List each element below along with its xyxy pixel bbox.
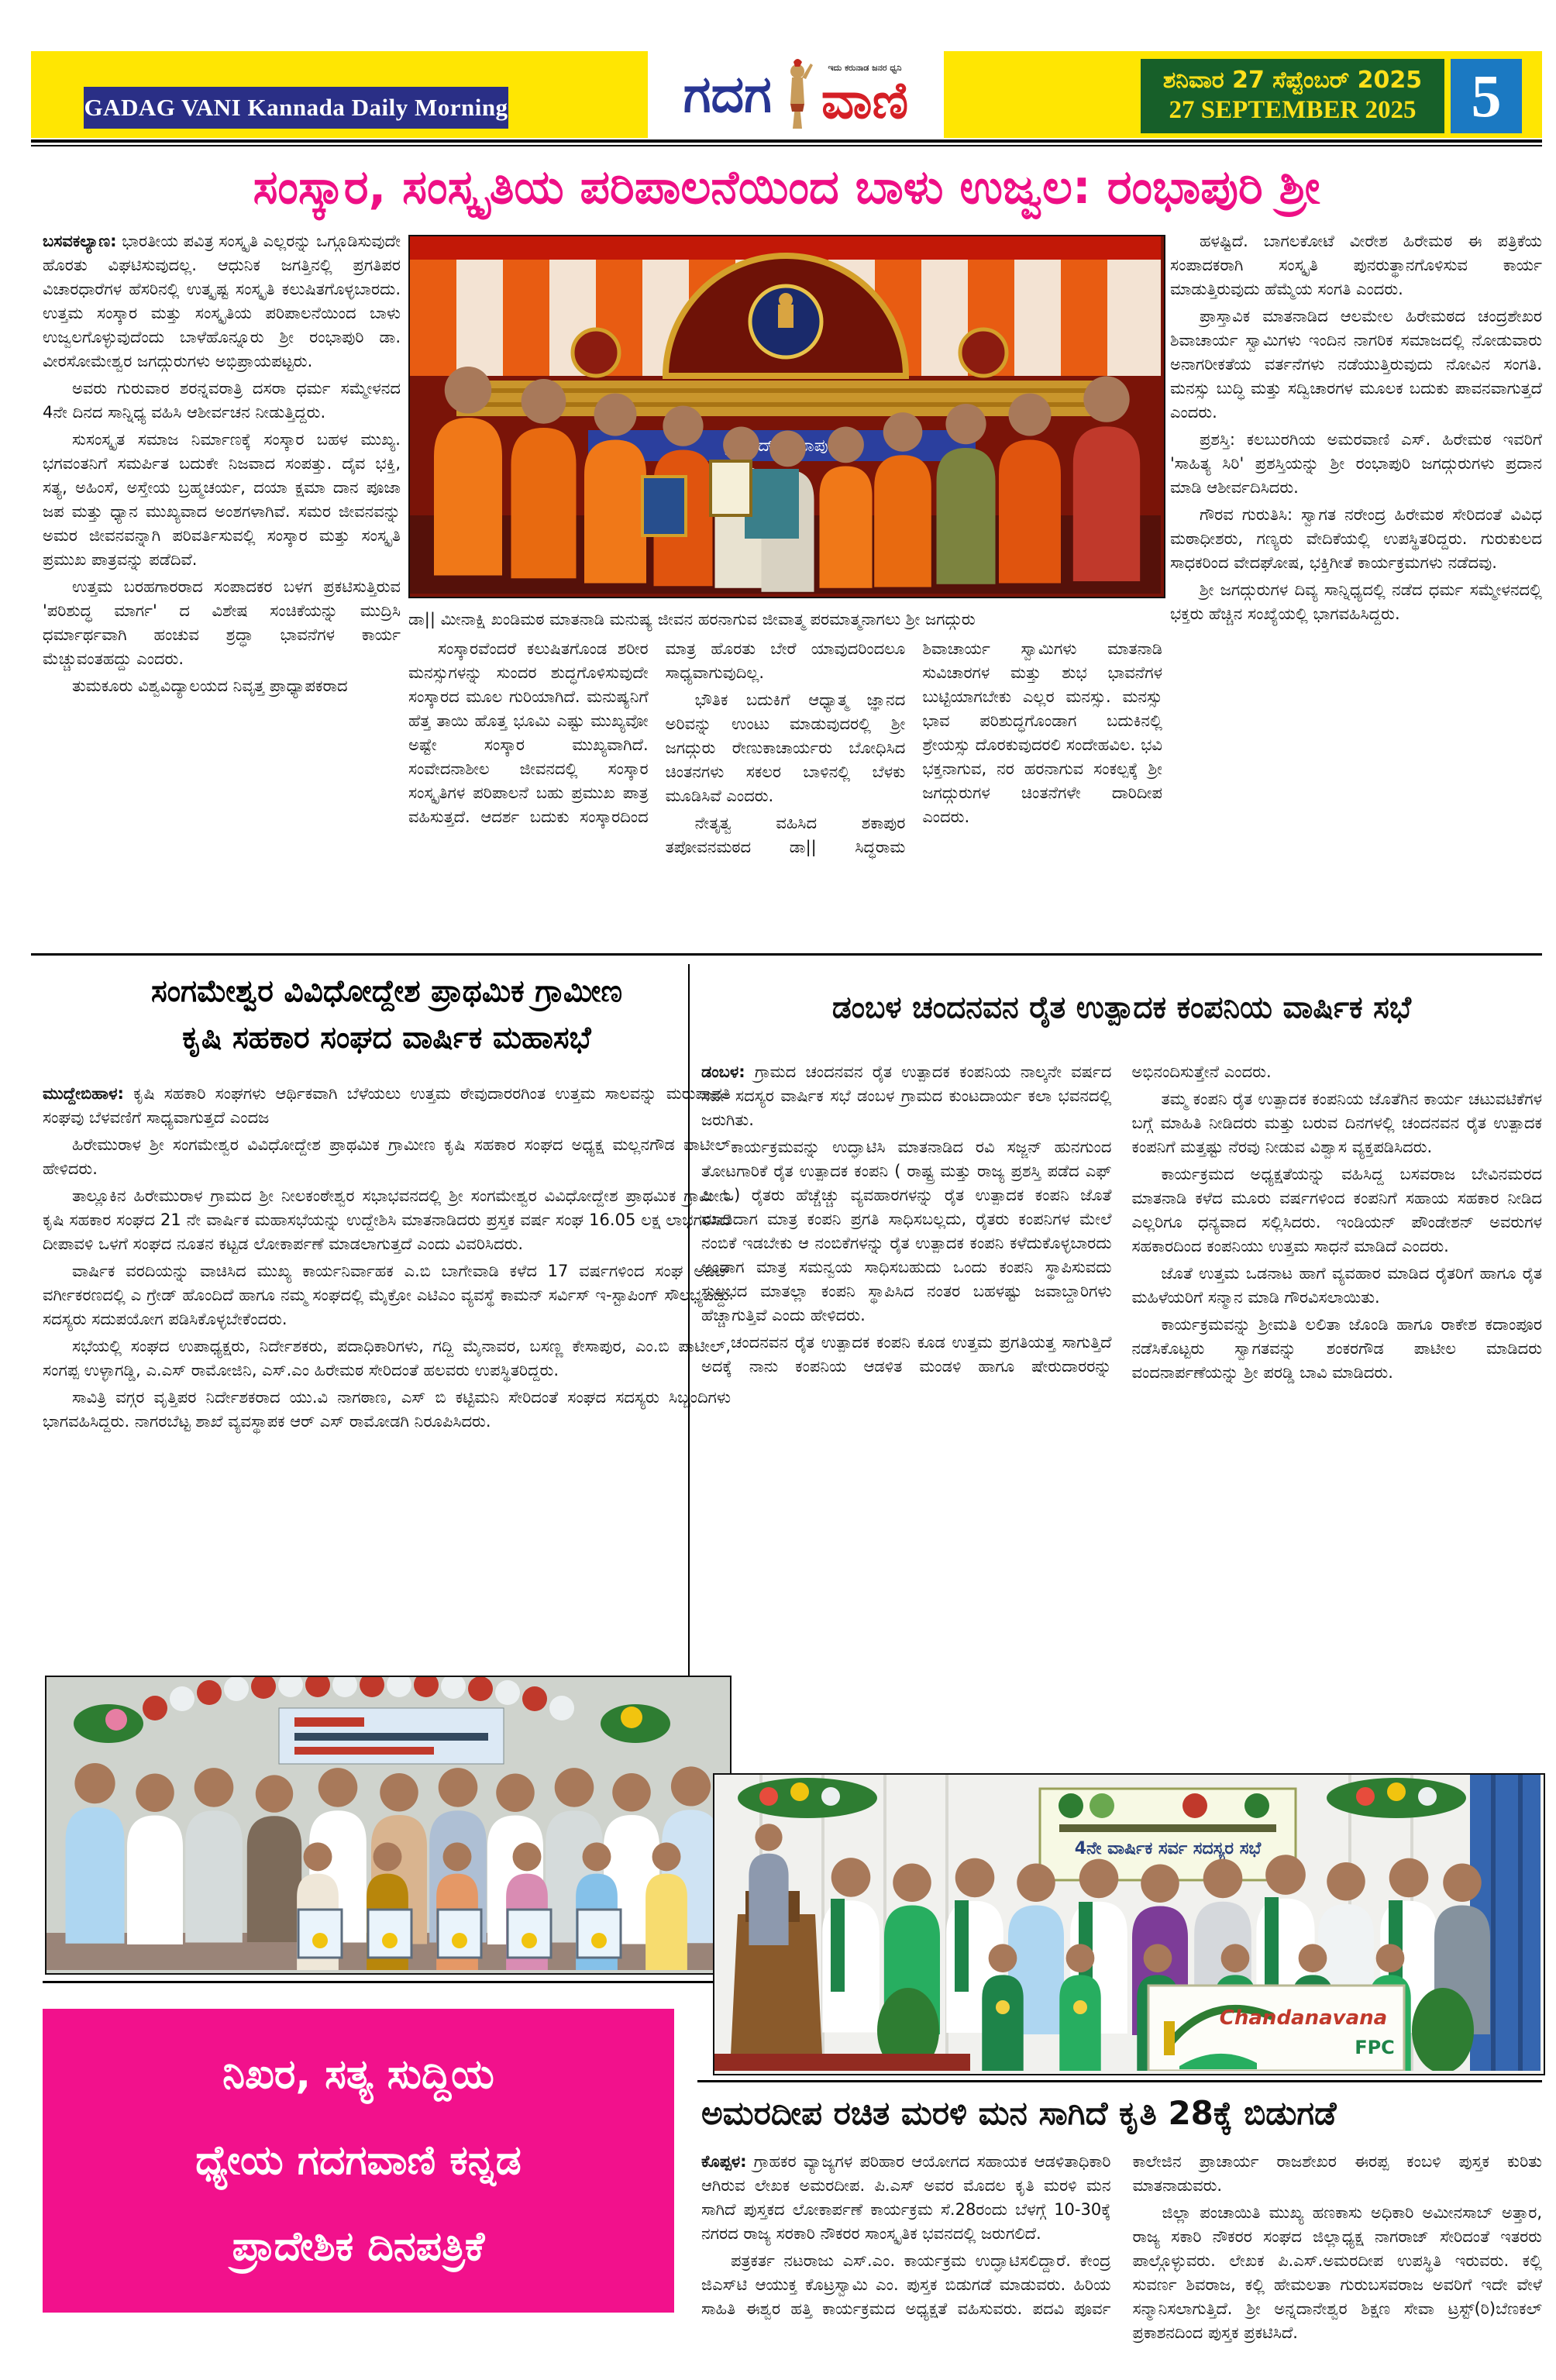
book-article-top-rule (697, 2080, 1542, 2082)
fpc-banner-fpc-text: FPC (1355, 2037, 1395, 2058)
lead-dateline: ಬಸವಕಲ್ಯಾಣ: (43, 232, 117, 250)
promo-line-2: ಧ್ಯೇಯ ಗದಗವಾಣಿ ಕನ್ನಡ (195, 2137, 522, 2184)
book-article-body (701, 2150, 1542, 2370)
lead-column-left-paragraphs: ಅವರು ಗುರುವಾರ ಶರನ್ನವರಾತ್ರಿ ದಸರಾ ಧರ್ಮ ಸಮ್ಮೇಳನದ 4ನೇ ದಿನದ ಸಾನ್ನಿಧ್ಯ ವಹಿಸಿ ಆಶೀರ್ವಚನ ನೀಡುತ್ತಿದ್ದರು. ಸುಸಂಸ್ಕೃತ ಸಮಾಜ ನಿರ್ಮಾಣಕ್ಕೆ ಸಂಸ್ಕಾರ ಬಹಳ ಮುಖ್ಯ. ಭಗವಂತನಿಗೆ ಸಮರ್ಪಿತ ಬದುಕೇ ನಿಜವಾದ ಸಂಪತ್ತು. ದೈವ ಭಕ್ತಿ, ಸತ್ಯ, ಅಹಿಂಸೆ, ಅಸ್ತೇಯ ಬ್ರಹ್ಮಚರ್ಯ, ದಯಾ ಕ್ಷಮಾ ದಾನ ಪೂಜಾ ಜಪ ಮತ್ತು ಧ್ಯಾನ ಮುಖ್ಯವಾದ ಅಂಶಗಳಾಗಿವೆ. ಸಮರ ಜೀವನವನ್ನು ಅಮರ ಜೀವನವನ್ನಾಗಿ ಪರಿವರ್ತಿಸುವಲ್ಲಿ ಸಂಸ್ಕಾರ ಮತ್ತು ಸಂಸ್ಕೃತಿ ಪ್ರಮುಖ ಪಾತ್ರವನ್ನು ಪಡೆದಿವೆ. ಉತ್ತಮ ಬರಹಗಾರರಾದ ಸಂಪಾದಕರ ಬಳಗ ಪ್ರಕಟಿಸುತ್ತಿರುವ 'ಪರಿಶುದ್ಧ ಮಾರ್ಗ' ದ ವಿಶೇಷ ಸಂಚಿಕೆಯನ್ನು ಮುದ್ರಿಸಿ ಧರ್ಮಾರ್ಥವಾಗಿ ಹಂಚುವ ಶ್ರದ್ಧಾ ಭಾವನೆಗಳ ಕಾರ್ಯ ಮೆಚ್ಚುವಂತಹದ್ದು ಎಂದರು. ತುಮಕೂರು ವಿಶ್ವವಿದ್ಯಾಲಯದ ನಿವೃತ್ತ ಪ್ರಾಧ್ಯಾಪಕರಾದ (43, 379, 401, 695)
masthead-strap-box (84, 87, 508, 129)
section-divider-horizontal (31, 953, 1542, 956)
header-rule (31, 139, 1542, 146)
book-body-paragraphs: ಪತ್ರಕರ್ತ ನಟರಾಜು ಎಸ್.ಎಂ. ಕಾರ್ಯಕ್ರಮ ಉದ್ಘಾಟಿಸಲಿದ್ದಾರೆ. ಕೇಂದ್ರ ಜಿಎಸ್‌ಟಿ ಆಯುಕ್ತ ಕೊಟ್ರಸ್ವಾಮಿ ಎಂ. ಪುಸ್ತಕ ಬಿಡುಗಡೆ ಮಾಡುವರು. ಹಿರಿಯ ಸಾಹಿತಿ ಈಶ್ವರ ಹತ್ತಿ ಕಾರ್ಯಕ್ರಮದ ಅಧ್ಯಕ್ಷತೆ ವಹಿಸುವರು. ಪದವಿ ಪೂರ್ವ ಕಾಲೇಜಿನ ಪ್ರಾಚಾರ್ಯ ರಾಜಶೇಖರ ಈರಪ್ಪ ಕಂಬಳಿ ಪುಸ್ತಕ ಕುರಿತು ಮಾತನಾಡುವರು. ಜಿಲ್ಲಾ ಪಂಚಾಯಿತಿ ಮುಖ್ಯ ಹಣಕಾಸು ಅಧಿಕಾರಿ ಅಮೀನಸಾಬ್ ಅತ್ತಾರ, ರಾಜ್ಯ ಸಕಾರಿ ನೌಕರರ ಸಂಘದ ಜಿಲ್ಲಾಧ್ಯಕ್ಷ ನಾಗರಾಜ್ ಸೇರಿದಂತೆ ಇತರರು ಪಾಲ್ಗೊಳ್ಳುವರು. ಲೇಖಕ ಪಿ.ಎಸ್.ಅಮರದೀಪ ಉಪಸ್ಥಿತಿ ಇರುವರು. ಕಲ್ಲಿ ಸುವರ್ಣ ಶಿವರಾಜ, ಕಲ್ಲಿ ಹೇಮಲತಾ ಗುರುಬಸವರಾಜ ಅವರಿಗೆ ಇದೇ ವೇಳೆ ಸನ್ಮಾನಿಸಲಾಗುತ್ತಿದೆ. ಶ್ರೀ ಅನ್ನದಾನೇಶ್ವರ ಶಿಕ್ಷಣ ಸೇವಾ ಟ್ರಸ್ಟ್(ರಿ)ಬೆಣಕಲ್ ಪ್ರಕಾಶನದಿಂದ ಪುಸ್ತಕ ಪ್ರಕಟಿಸಿದೆ. (701, 2152, 1542, 2342)
lead-headline: ಸಂಸ್ಕಾರ, ಸಂಸ್ಕೃತಿಯ ಪರಿಪಾಲನೆಯಿಂದ ಬಾಳು ಉಜ್ವಲ: ರಂಭಾಪುರಿ ಶ್ರೀ (253, 160, 1320, 215)
fpc-dateline: ಡಂಬಳ: (701, 1063, 745, 1081)
promo-box (43, 2009, 674, 2313)
fpc-first-paragraph: ಗ್ರಾಮದ ಚಂದನವನ ರೈತ ಉತ್ಪಾದಕ ಕಂಪನಿಯ ನಾಲ್ಕನೇ ವರ್ಷದ ಸರ್ವ ಸದಸ್ಯರ ವಾರ್ಷಿಕ ಸಭೆ ಡಂಬಳ ಗ್ರಾಮದ ಕುಂಟದಾರ್ಯ ಕಲಾ ಭವನದಲ್ಲಿ ಜರುಗಿತು. (701, 1063, 1112, 1129)
fpc-photo (713, 1773, 1545, 2075)
coop-body-paragraphs: ಹಿರೇಮುರಾಳ ಶ್ರೀ ಸಂಗಮೇಶ್ವರ ವಿವಿಧೋದ್ದೇಶ ಪ್ರಾಥಮಿಕ ಗ್ರಾಮೀಣ ಕೃಷಿ ಸಹಕಾರ ಸಂಘದ ಅಧ್ಯಕ್ಷ ಮಲ್ಲನಗೌಡ ಪಾಟೀಲ್ ಹೇಳಿದರು. ತಾಲ್ಲೂಕಿನ ಹಿರೇಮುರಾಳ ಗ್ರಾಮದ ಶ್ರೀ ನೀಲಕಂಠೇಶ್ವರ ಸಭಾಭವನದಲ್ಲಿ ಶ್ರೀ ಸಂಗಮೇಶ್ವರ ವಿವಿಧೋದ್ದೇಶ ಪ್ರಾಥಮಿಕ ಗ್ರಾಮೀಣ ಕೃಷಿ ಸಹಕಾರ ಸಂಘದ 21 ನೇ ವಾರ್ಷಿಕ ಮಹಾಸಭೆಯನ್ನು ಉದ್ದೇಶಿಸಿ ಮಾತನಾಡಿದರು ಪ್ರಸ್ತಕ ವರ್ಷ ಸಂಘ 16.05 ಲಕ್ಷ ಲಾಭಗಳಿಸಿದೆ ದೀಪಾವಳಿ ಒಳಗೆ ಸಂಘದ ನೂತನ ಕಟ್ಟಡ ಲೋಕಾರ್ಪಣೆ ಮಾಡಲಾಗುತ್ತದೆ ಎಂದು ವಿವರಿಸಿದರು. ವಾರ್ಷಿಕ ವರದಿಯನ್ನು ವಾಚಿಸಿದ ಮುಖ್ಯ ಕಾರ್ಯನಿರ್ವಾಹಕ ಎ.ಬಿ ಬಾಗೇವಾಡಿ ಕಳೆದ 17 ವರ್ಷಗಳಿಂದ ಸಂಘ ಅಡಿಟ್ ವರ್ಗೀಕರಣದಲ್ಲಿ ಎ ಗ್ರೇಡ್ ಹೊಂದಿದೆ ಹಾಗೂ ನಮ್ಮ ಸಂಘದಲ್ಲಿ ಮೈಕ್ರೋ ಎಟಿಎಂ ವ್ಯವಸ್ಥೆ ಕಾಮನ್ ಸರ್ವಿಸ್ ಇ-ಸ್ಟಾಪಿಂಗ್ ಸೌಲಭ್ಯವಿದ್ದು ಸದಸ್ಯರು ಸದುಪಯೋಗ ಪಡಿಸಿಕೊಳ್ಳಬೇಕೆಂದರು. ಸಭೆಯಲ್ಲಿ ಸಂಘದ ಉಪಾಧ್ಯಕ್ಷರು, ನಿರ್ದೇಶಕರು, ಪದಾಧಿಕಾರಿಗಳು, ಗದ್ದಿ ಮೈನಾವರ, ಬಸಣ್ಣ ಕೇಸಾಪುರ, ಎಂ.ಬಿ ಪಾಟೀಲ್, ಸಂಗಪ್ಪ ಉಳ್ಳಾಗಡ್ಡಿ, ಎ.ಎಸ್ ರಾಮೋಜಿನಿ, ಎಸ್.ಎಂ ಹಿರೇಮಠ ಸೇರಿದಂತೆ ಹಲವರು ಉಪಸ್ಥಿತರಿದ್ದರು. ಸಾವಿತ್ರಿ ವಗ್ಗರ ವೃತ್ತಿಪರ ನಿರ್ದೇಶಕರಾದ ಯು.ವಿ ನಾಗಠಾಣ, ಎಸ್ ಬಿ ಕಟ್ಟಿಮನಿ ಸೇರಿದಂತೆ ಸಂಘದ ಸದಸ್ಯರು ಸಿಬ್ಬಂದಿಗಳು ಭಾಗವಹಿಸಿದ್ದರು. ನಾಗರಬೆಟ್ಟ ಶಾಖೆ ವ್ಯವಸ್ಥಾಪಕ ಆರ್ ಎಸ್ ರಾಮೋಡಗಿ ನಿರೂಪಿಸಿದರು. (43, 1135, 731, 1431)
masthead-strap-text: GADAG VANI Kannada Daily Morning (84, 94, 508, 121)
coop-article-headline (43, 969, 731, 1077)
coop-dateline: ಮುದ್ದೇಬಿಹಾಳ: (43, 1084, 124, 1103)
lead-first-paragraph: ಭಾರತೀಯ ಪವಿತ್ರ ಸಂಸ್ಕೃತಿ ಎಲ್ಲರನ್ನು ಒಗ್ಗೂಡಿಸುವುದೇ ಹೊರತು ವಿಘಟಿಸುವುದಲ್ಲ. ಆಧುನಿಕ ಜಗತ್ತಿನಲ್ಲಿ ಪ್ರಗತಿಪರ ವಿಚಾರಧಾರೆಗಳ ಹೆಸರಿನಲ್ಲಿ ಉತ್ಕೃಷ್ಟ ಸಂಸ್ಕೃತಿ ಕಲುಷಿತಗೊಳ್ಳಬಾರದು. ಉತ್ತಮ ಸಂಸ್ಕಾರ ಮತ್ತು ಸಂಸ್ಕೃತಿಯ ಪರಿಪಾಲನೆಯಿಂದ ಬಾಳು ಉಜ್ವಲಗೊಳ್ಳುವುದೆಂದು ಬಾಳೆಹೊನ್ನೂರು ಶ್ರೀ ರಂಭಾಪುರಿ ಡಾ. ವೀರಸೋಮೇಶ್ವರ ಜಗದ್ಗುರುಗಳು ಅಭಿಪ್ರಾಯಪಟ್ಟರು. (43, 232, 401, 370)
lead-columns-middle-paragraphs: ಸಂಸ್ಕಾರವೆಂದರೆ ಕಲುಷಿತಗೊಂಡ ಶರೀರ ಮನಸ್ಸುಗಳನ್ನು ಸುಂದರ ಶುದ್ಧಗೊಳಿಸುವುದೇ ಸಂಸ್ಕಾರದ ಮೂಲ ಗುರಿಯಾಗಿದೆ. ಮನುಷ್ಯನಿಗೆ ಹೆತ್ತ ತಾಯಿ ಹೊತ್ತ ಭೂಮಿ ಎಷ್ಟು ಮುಖ್ಯವೋ ಅಷ್ಟೇ ಸಂಸ್ಕಾರ ಮುಖ್ಯವಾಗಿದೆ. ಸಂವೇದನಾಶೀಲ ಜೀವನದಲ್ಲಿ ಸಂಸ್ಕಾರ ಸಂಸ್ಕೃತಿಗಳ ಪರಿಪಾಲನೆ ಬಹು ಪ್ರಮುಖ ಪಾತ್ರ ವಹಿಸುತ್ತದೆ. ಆದರ್ಶ ಬದುಕು ಸಂಸ್ಕಾರದಿಂದ ಮಾತ್ರ ಹೊರತು ಬೇರೆ ಯಾವುದರಿಂದಲೂ ಸಾಧ್ಯವಾಗುವುದಿಲ್ಲ. ಭೌತಿಕ ಬದುಕಿಗೆ ಆಧ್ಯಾತ್ಮ ಜ್ಞಾನದ ಅರಿವನ್ನು ಉಂಟು ಮಾಡುವುದರಲ್ಲಿ ಶ್ರೀ ಜಗದ್ಗುರು ರೇಣುಕಾಚಾರ್ಯರು ಬೋಧಿಸಿದ ಚಿಂತನಗಳು ಸಕಲರ ಬಾಳಿನಲ್ಲಿ ಬೆಳಕು ಮೂಡಿಸಿವೆ ಎಂದರು. ನೇತೃತ್ವ ವಹಿಸಿದ ಶಕಾಪುರ ತಪೋವನಮಠದ ಡಾ|| ಸಿದ್ಧರಾಮ ಶಿವಾಚಾರ್ಯ ಸ್ವಾಮಿಗಳು ಮಾತನಾಡಿ ಸುವಿಚಾರಗಳ ಮತ್ತು ಶುಭ ಭಾವನೆಗಳ ಬುಟ್ಟಿಯಾಗಬೇಕು ಎಲ್ಲರ ಮನಸ್ಸು. ಮನಸ್ಸು ಭಾವ ಪರಿಶುದ್ಧಗೊಂಡಾಗ ಬದುಕಿನಲ್ಲಿ ಶ್ರೇಯಸ್ಸು ದೊರಕುವುದರಲಿ ಸಂದೇಹವಿಲ. ಭವಿ ಭಕ್ತನಾಗುವ, ನರ ಹರನಾಗುವ ಸಂಕಲ್ಪಕ್ಕೆ ಶ್ರೀ ಜಗದ್ಗುರುಗಳ ಚಿಂತನೆಗಳೇ ದಾರಿದೀಪ ಎಂದರು. (408, 639, 1162, 856)
fpc-photo-illustration (714, 1775, 1541, 2071)
main-photo-banner-text: ರಂಭಾಪುರಿ (780, 436, 838, 456)
date-kannada: ಶನಿವಾರ 27 ಸೆಪ್ಟೆಂಬರ್ 2025 (1162, 67, 1423, 95)
logo-statue-icon (776, 57, 817, 132)
main-photo-illustration (410, 236, 1161, 594)
fpc-article-body (701, 1060, 1542, 1767)
page-number-box (1451, 59, 1522, 133)
lead-article-columns-middle (408, 637, 1162, 944)
coop-first-paragraph: ಕೃಷಿ ಸಹಕಾರಿ ಸಂಘಗಳು ಆರ್ಥಿಕವಾಗಿ ಬೆಳೆಯಲು ಉತ್ತಮ ಠೇವುದಾರರಗಿಂತ ಉತ್ತಮ ಸಾಲವನ್ನು ಮರುಪಾವತಿ ಸಂಘವು ಬೆಳವಣಿಗೆ ಸಾಧ್ಯವಾಗುತ್ತದೆ ಎಂದಜ (43, 1084, 731, 1127)
lead-article-column-left (43, 229, 401, 944)
masthead-logo (648, 51, 944, 138)
date-box (1141, 59, 1444, 133)
coop-photo (45, 1676, 732, 1975)
date-english: 27 SEPTEMBER 2025 (1169, 95, 1417, 124)
fpc-banner-brand-text: Chandanavana (1219, 2006, 1388, 2030)
lead-article-column-right (1170, 229, 1542, 944)
book-dateline: ಕೊಪ್ಪಳ: (701, 2152, 747, 2171)
coop-headline-line1: ಸಂಗಮೇಶ್ವರ ವಿವಿಧೋದ್ದೇಶ ಪ್ರಾಥಮಿಕ ಗ್ರಾಮೀಣ (150, 974, 623, 1009)
logo-text-vani: ವಾಣಿ (821, 71, 909, 130)
main-photo (408, 235, 1165, 598)
lead-column-right-paragraphs: ಹಳಷ್ಟಿದೆ. ಬಾಗಲಕೋಟೆ ವೀರೇಶ ಹಿರೇಮಠ ಈ ಪತ್ರಿಕೆಯ ಸಂಪಾದಕರಾಗಿ ಸಂಸ್ಕೃತಿ ಪುನರುತ್ಥಾನಗೊಳಿಸುವ ಕಾರ್ಯ ಮಾಡುತ್ತಿರುವುದು ಹೆಮ್ಮೆಯ ಸಂಗತಿ ಎಂದರು. ಪ್ರಾಸ್ತಾವಿಕ ಮಾತನಾಡಿದ ಆಲಮೇಲ ಹಿರೇಮಠದ ಚಂದ್ರಶೇಖರ ಶಿವಾಚಾರ್ಯ ಸ್ವಾಮಿಗಳು ಇಂದಿನ ನಾಗರಿಕ ಸಮಾಜದಲ್ಲಿ ನೋಡುವಾರು ಅನಾಗರೀಕತೆಯ ವರ್ತನೆಗಳು ನಡೆಯುತ್ತಿರುವುದು ನೋವಿನ ಸಂಗತಿ. ಮನಸ್ಸು ಬುದ್ಧಿ ಮತ್ತು ಸದ್ವಿಚಾರಗಳ ಮೂಲಕ ಬದುಕು ಪಾವನವಾಗುತ್ತದೆ ಎಂದರು. ಪ್ರಶಸ್ತಿ: ಕಲಬುರಗಿಯ ಅಮರವಾಣಿ ಎಸ್. ಹಿರೇಮಠ ಇವರಿಗೆ 'ಸಾಹಿತ್ಯ ಸಿರಿ' ಪ್ರಶಸ್ತಿಯನ್ನು ಶ್ರೀ ರಂಭಾಪುರಿ ಜಗದ್ಗುರುಗಳು ಪ್ರದಾನ ಮಾಡಿ ಆಶೀರ್ವದಿಸಿದರು. ಗೌರವ ಗುರುತಿಸಿ: ಸ್ವಾಗತ ನರೇಂದ್ರ ಹಿರೇಮಠ ಸೇರಿದಂತೆ ವಿವಿಧ ಮಠಾಧೀಶರು, ಗಣ್ಯರು ವೇದಿಕೆಯಲ್ಲಿ ಉಪಸ್ಥಿತರಿದ್ದರು. ಗುರುಕುಲದ ಸಾಧಕರಿಂದ ವೇದಘೋಷ, ಭಕ್ತಿಗೀತೆ ಕಾರ್ಯಕ್ರಮಗಳು ನಡೆದವು. ಶ್ರೀ ಜಗದ್ಗುರುಗಳ ದಿವ್ಯ ಸಾನ್ನಿಧ್ಯದಲ್ಲಿ ನಡೆದ ಧರ್ಮ ಸಮ್ಮೇಳನದಲ್ಲಿ ಭಕ್ತರು ಹೆಚ್ಚಿನ ಸಂಖ್ಯೆಯಲ್ಲಿ ಭಾಗವಹಿಸಿದ್ದರು. (1170, 232, 1542, 623)
fpc-article-headline: ಡಂಬಳ ಚಂದನವನ ರೈತ ಉತ್ಪಾದಕ ಕಂಪನಿಯ ವಾರ್ಷಿಕ ಸಭೆ (831, 990, 1412, 1025)
fpc-photo-top-banner-text: 4ನೇ ವಾರ್ಷಿಕ ಸರ್ವ ಸದಸ್ಯರ ಸಭೆ (1074, 1839, 1262, 1858)
page-number: 5 (1471, 62, 1502, 129)
promo-line-3: ಪ್ರಾದೇಶಿಕ ದಿನಪತ್ರಿಕೆ (232, 2223, 485, 2270)
photo-lead-line: ಡಾ|| ಮೀನಾಕ್ಷಿ ಖಂಡಿಮಠ ಮಾತನಾಡಿ ಮನುಷ್ಯ ಜೀವನ ಹರನಾಗುವ ಜೀವಾತ್ಮ ಪರಮಾತ್ಮನಾಗಲು ಶ್ರೀ ಜಗದ್ಗುರು (408, 610, 976, 629)
promo-top-rule (43, 1981, 728, 1983)
coop-photo-illustration (46, 1677, 727, 1970)
promo-line-1: ನಿಖರ, ಸತ್ಯ ಸುದ್ದಿಯ (222, 2051, 494, 2098)
book-article-headline: ಅಮರದೀಪ ರಚಿತ ಮರಳಿ ಮನ ಸಾಗಿದೆ ಕೃತಿ 28ಕ್ಕೆ ಬಿಡುಗಡೆ (701, 2094, 1337, 2132)
book-first-paragraph: ಗ್ರಾಹಕರ ವ್ಯಾಜ್ಯಗಳ ಪರಿಹಾರ ಆಯೋಗದ ಸಹಾಯಕ ಆಡಳಿತಾಧಿಕಾರಿ ಆಗಿರುವ ಲೇಖಕ ಅಮರದೀಪ. ಪಿ.ಎಸ್ ಅವರ ಮೊದಲ ಕೃತಿ ಮರಳಿ ಮನ ಸಾಗಿದೆ ಪುಸ್ತಕದ ಲೋಕಾರ್ಪಣೆ ಕಾರ್ಯಕ್ರಮ ಸೆ.28ರಂದು ಬೆಳಗ್ಗೆ 10-30ಕ್ಕೆ ನಗರದ ರಾಜ್ಯ ಸರಕಾರಿ ನೌಕರರ ಸಾಂಸ್ಕೃತಿಕ ಭವನದಲ್ಲಿ ಜರುಗಲಿದೆ. (701, 2152, 1111, 2243)
logo-text-gadag: ಗದಗ (683, 64, 772, 124)
fpc-body-paragraphs: ಕಾರ್ಯಕ್ರಮವನ್ನು ಉದ್ಘಾಟಿಸಿ ಮಾತನಾಡಿದ ರವಿ ಸಜ್ಜನ್ ಹುನಗುಂದ ತೋಟಗಾರಿಕೆ ರೈತ ಉತ್ಪಾದಕ ಕಂಪನಿ ( ರಾಷ್ಟ್ರ ಮತ್ತು ರಾಜ್ಯ ಪ್ರಶಸ್ತಿ ಪಡೆದ ಎಫ್ ಪಿ ಓ) ರೈತರು ಹೆಚ್ಚೆಚ್ಚು ವ್ಯವಹಾರಗಳನ್ನು ರೈತ ಉತ್ಪಾದಕ ಕಂಪನಿ ಜೊತೆ ಮಾಡಿದಾಗ ಮಾತ್ರ ಕಂಪನಿ ಪ್ರಗತಿ ಸಾಧಿಸಬಲ್ಲದು, ರೈತರು ಕಂಪನಿಗಳ ಮೇಲೆ ನಂಬಿಕೆ ಇಡಬೇಕು ಆ ನಂಬಿಕೆಗಳನ್ನು ರೈತ ಉತ್ಪಾದಕ ಕಂಪನಿ ಕಳೆದುಕೊಳ್ಳಬಾರದು ಅಂದಾಗ ಮಾತ್ರ ಸಮನ್ವಯ ಸಾಧಿಸಬಹುದು ಒಂದು ಕಂಪನಿ ಸ್ಥಾಪಿಸುವದು ಸುಲಭದ ಮಾತಲ್ಲಾ ಕಂಪನಿ ಸ್ಥಾಪಿಸಿದ ನಂತರ ಬಹಳಷ್ಟು ಜವಾಬ್ದಾರಿಗಳು ಹೆಚ್ಚಾಗುತ್ತಿವೆ ಎಂದು ಹೇಳಿದರು. ಚಂದನವನ ರೈತ ಉತ್ಪಾದಕ ಕಂಪನಿ ಕೂಡ ಉತ್ತಮ ಪ್ರಗತಿಯತ್ತ ಸಾಗುತ್ತಿದೆ ಅದಕ್ಕೆ ನಾನು ಕಂಪನಿಯ ಆಡಳಿತ ಮಂಡಳಿ ಹಾಗೂ ಷೇರುದಾರರನ್ನು ಅಭಿನಂದಿಸುತ್ತೇನೆ ಎಂದರು. ತಮ್ಮ ಕಂಪನಿ ರೈತ ಉತ್ಪಾದಕ ಕಂಪನಿಯ ಜೊತೆಗಿನ ಕಾರ್ಯ ಚಟುವಟಿಕೆಗಳ ಬಗ್ಗೆ ಮಾಹಿತಿ ನೀಡಿದರು ಮತ್ತು ಬರುವ ದಿನಗಳಲ್ಲಿ ಚಂದನವನ ರೈತ ಉತ್ಪಾದಕ ಕಂಪನಿಗೆ ಮತ್ತಷ್ಟು ನೆರವು ನೀಡುವ ವಿಶ್ವಾಸ ವ್ಯಕ್ತಪಡಿಸಿದರು. ಕಾರ್ಯಕ್ರಮದ ಅಧ್ಯಕ್ಷತೆಯನ್ನು ವಹಿಸಿದ್ದ ಬಸವರಾಜ ಬೇವಿನಮರದ ಮಾತನಾಡಿ ಕಳೆದ ಮೂರು ವರ್ಷಗಳಿಂದ ಕಂಪನಿಗೆ ಸಹಾಯ ಸಹಕಾರ ನೀಡಿದ ಎಲ್ಲರಿಗೂ ಧನ್ಯವಾದ ಸಲ್ಲಿಸಿದರು. ಇಂಡಿಯನ್ ಪೌಂಡೇಶನ್ ಅವರುಗಳ ಸಹಕಾರದಿಂದ ಕಂಪನಿಯು ಉತ್ತಮ ಸಾಧನೆ ಮಾಡಿದೆ ಎಂದರು. ಜೊತೆ ಉತ್ತಮ ಒಡನಾಟ ಹಾಗೆ ವ್ಯವಹಾರ ಮಾಡಿದ ರೈತರಿಗೆ ಹಾಗೂ ರೈತ ಮಹಿಳೆಯರಿಗೆ ಸನ್ಮಾನ ಮಾಡಿ ಗೌರವಿಸಲಾಯಿತು. ಕಾರ್ಯಕ್ರಮವನ್ನು ಶ್ರೀಮತಿ ಲಲಿತಾ ಜೊಂಡಿ ಹಾಗೂ ರಾಕೇಶ ಕದಾಂಪೂರ ನಡೆಸಿಕೊಟ್ಟರು ಸ್ವಾಗತವನ್ನು ಶಂಕರಗೌಡ ಪಾಟೀಲ ಮಾಡಿದರು ವಂದನಾರ್ಪಣೆಯನ್ನು ಶ್ರೀ ಪರಡ್ಡಿ ಬಾವಿ ಮಾಡಿದರು. (701, 1063, 1542, 1382)
logo-tagline: ಇದು ಕರುನಾಡ ಜನರ ಧ್ವನಿ (828, 63, 902, 73)
coop-headline-line2: ಕೃಷಿ ಸಹಕಾರ ಸಂಘದ ವಾರ್ಷಿಕ ಮಹಾಸಭೆ (182, 1021, 591, 1056)
coop-article-body (43, 1082, 731, 1665)
